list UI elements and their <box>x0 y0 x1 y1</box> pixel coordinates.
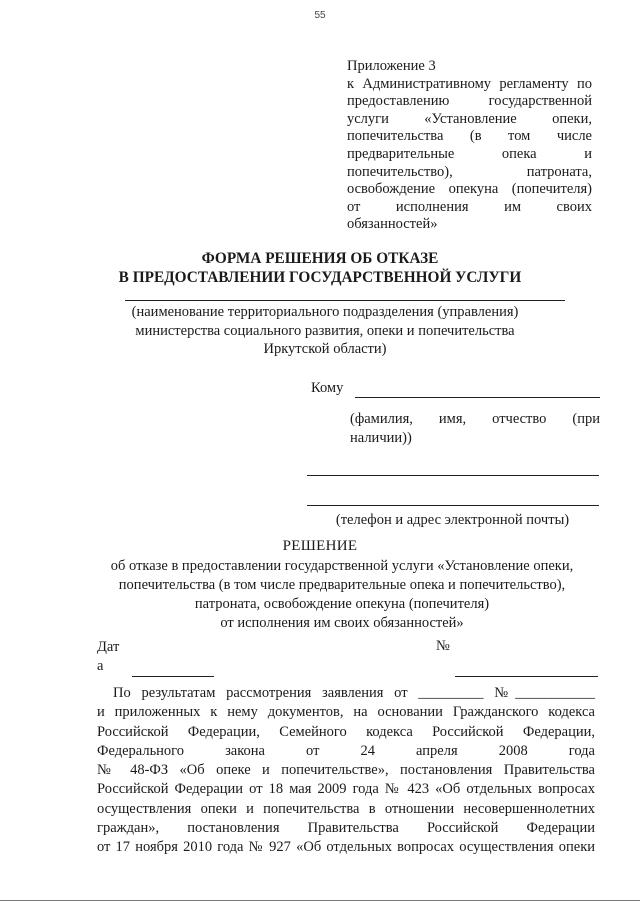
form-title-line: ФОРМА РЕШЕНИЯ ОБ ОТКАЗЕ <box>201 250 439 267</box>
decision-body <box>97 684 595 858</box>
decision-subject-line: от исполнения им своих обязанностей» <box>220 615 464 631</box>
appendix-line: обязанностей» <box>347 216 438 233</box>
appendix-line: попечительства (в том числе <box>347 128 592 145</box>
form-title-line: В ПРЕДОСТАВЛЕНИИ ГОСУДАРСТВЕННОЙ УСЛУГИ <box>118 269 522 286</box>
date-label-part: а <box>97 658 104 674</box>
decision-title: РЕШЕНИЕ <box>282 538 358 554</box>
body-line: граждан», постановления Правительства Российской Федерации <box>97 820 595 837</box>
body-line: осуществления опеки и попечительства в отношении несовершеннолетних <box>97 800 595 817</box>
date-label <box>97 638 119 676</box>
date-blank <box>132 676 214 677</box>
decision-subject-line: попечительства (в том числе предварительные опека и попечительство), <box>118 577 566 593</box>
appendix-line: Приложение 3 <box>347 58 436 74</box>
recipient-blank-2 <box>307 505 599 506</box>
appendix-line: попечительство), патроната, <box>347 163 592 180</box>
authority-hint-line: Иркутской области) <box>263 341 387 357</box>
decision-subject-line: патроната, освобождение опекуна (попечителя) <box>194 596 490 612</box>
form-title <box>0 249 640 287</box>
appendix-line: освобождение опекуна (попечителя) <box>347 181 592 198</box>
number-label: № <box>436 638 450 654</box>
appendix-line: услуги «Установление опеки, <box>347 110 592 127</box>
authority-hint-line: (наименование территориального подразделения (управления) <box>131 304 519 320</box>
recipient-fio-hint <box>350 410 600 448</box>
fio-hint-line: (фамилия, имя, отчество (при <box>350 411 600 427</box>
fio-hint-line: наличии)) <box>350 430 412 446</box>
date-label-part: Дат <box>97 639 120 655</box>
recipient-blank-1 <box>307 475 599 476</box>
body-line: Российской Федерации от 18 мая 2009 года № 423 «Об отдельных вопросах <box>97 781 595 798</box>
body-line: Федерального закона от 24 апреля 2008 года <box>97 742 595 759</box>
body-line: Российской Федерации, Семейного кодекса Российской Федерации, <box>97 723 595 740</box>
decision-subject <box>92 557 592 633</box>
decision-subject-line: об отказе в предоставлении государственной услуги «Установление опеки, <box>110 558 574 574</box>
appendix-note <box>347 58 592 234</box>
appendix-line: к Административному регламенту по <box>347 75 592 92</box>
recipient-label: Кому <box>311 380 344 396</box>
body-line: № 48-ФЗ «Об опеке и попечительстве», постановления Правительства <box>97 762 595 779</box>
body-line: По результатам рассмотрения заявления от _________ №___________ <box>113 685 595 701</box>
authority-hint-line: министерства социального развития, опеки и попечительства <box>135 322 515 339</box>
body-line: от 17 ноября 2010 года № 927 «Об отдельных вопросах осуществления опеки <box>97 839 595 856</box>
authority-hint <box>90 303 560 359</box>
recipient-name-blank <box>355 397 600 398</box>
appendix-line: предварительные опека и <box>347 145 592 162</box>
page-number: 55 <box>314 10 326 21</box>
number-blank <box>455 676 598 677</box>
contacts-hint: (телефон и адрес электронной почты) <box>335 512 570 528</box>
body-line: и приложенных к нему документов, на основании Гражданского кодекса <box>97 704 595 721</box>
appendix-line: предоставлению государственной <box>347 93 592 110</box>
page-bottom-rule <box>0 900 640 901</box>
appendix-line: от исполнения им своих <box>347 198 592 215</box>
authority-name-blank <box>125 300 565 301</box>
